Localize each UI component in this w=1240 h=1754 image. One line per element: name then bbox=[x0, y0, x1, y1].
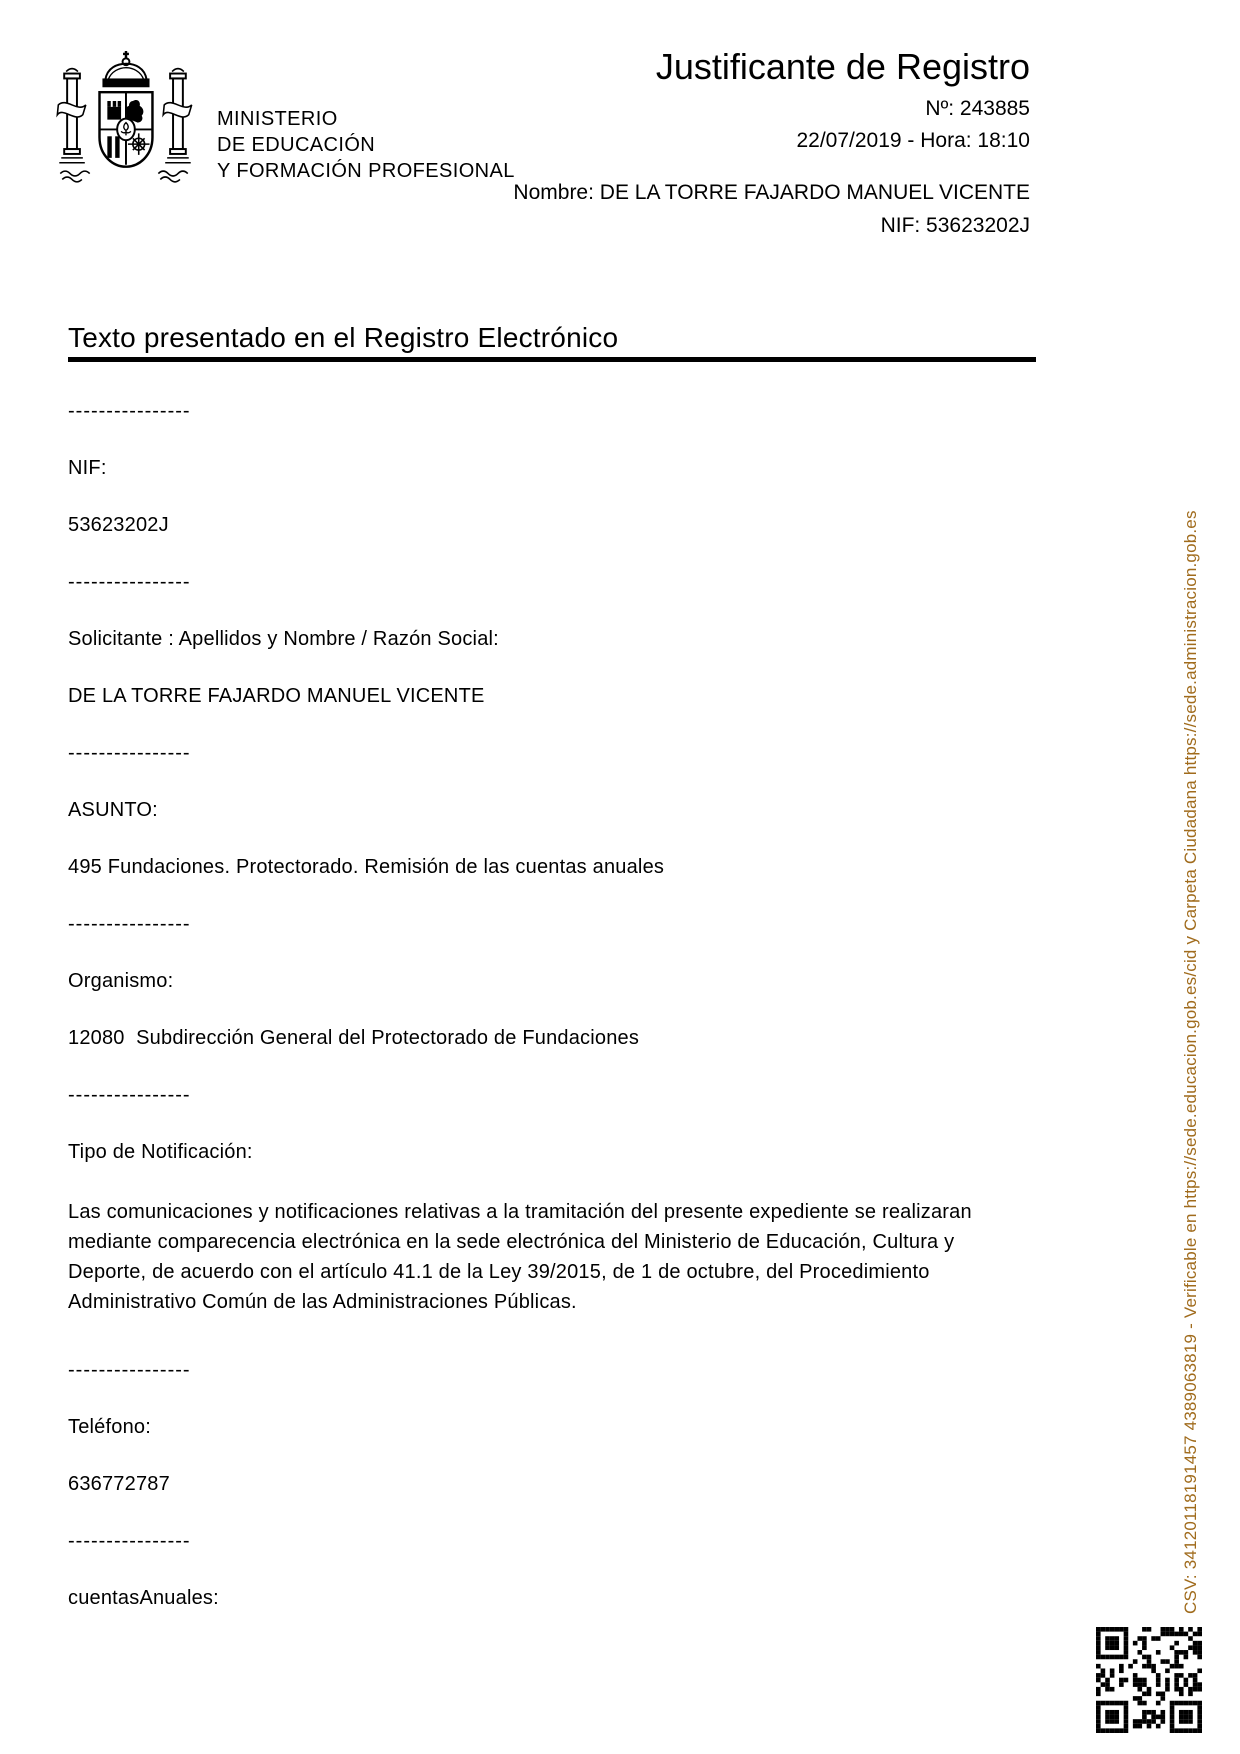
body-line-label: cuentasAnuales: bbox=[68, 1587, 219, 1609]
spain-coat-of-arms-icon bbox=[56, 50, 194, 202]
body-line-separator: ---------------- bbox=[68, 1530, 191, 1552]
registry-number: Nº: 243885 bbox=[925, 97, 1030, 120]
body-line-value: 495 Fundaciones. Protectorado. Remisión de las cuentas anuales bbox=[68, 856, 665, 878]
ministry-line-2: DE EDUCACIÓN bbox=[217, 134, 376, 156]
body-line-paragraph: Las comunicaciones y notificaciones relativas a la tramitación del presente expediente se realizaran mediante comparecencia electrónica en la sede electrónica del Ministerio de Educación, Cultura y Deporte, de acuerdo con el artículo 41.1 de la Ley 39/2015, de 1 de octubre, del Procedimiento Administrativo Común de las Administraciones Públicas. bbox=[68, 1201, 978, 1313]
ministry-line-3: Y FORMACIÓN PROFESIONAL bbox=[217, 160, 515, 182]
body-line-label: Tipo de Notificación: bbox=[68, 1141, 253, 1163]
header-right-block bbox=[513, 46, 1030, 238]
document-title: Justificante de Registro bbox=[655, 46, 1030, 87]
ministry-wordmark bbox=[217, 106, 515, 184]
body-line-separator: ---------------- bbox=[68, 913, 191, 935]
body-line-value: 12080 Subdirección General del Protectorado de Fundaciones bbox=[68, 1027, 640, 1049]
section-title: Texto presentado en el Registro Electrónico bbox=[68, 322, 619, 353]
qr-code bbox=[1096, 1627, 1202, 1733]
body-line-separator: ---------------- bbox=[68, 571, 191, 593]
registry-datetime: 22/07/2019 - Hora: 18:10 bbox=[796, 129, 1030, 152]
body-line-separator: ---------------- bbox=[68, 1084, 191, 1106]
body-line-label: ASUNTO: bbox=[68, 799, 158, 821]
registrant-name: Nombre: DE LA TORRE FAJARDO MANUEL VICENTE bbox=[513, 181, 1030, 204]
body-line-value: 53623202J bbox=[68, 514, 169, 536]
body-line-value: 636772787 bbox=[68, 1473, 170, 1495]
body-line-label: Teléfono: bbox=[68, 1416, 151, 1438]
body-line-separator: ---------------- bbox=[68, 742, 191, 764]
csv-vertical-text: CSV: 34120118191457 4389063819 - Verificable en https://sede.educacion.gob.es/cid y Carpeta Ciudadana https://sede.administracion.gob.es bbox=[1181, 510, 1200, 1614]
ministry-line-1: MINISTERIO bbox=[217, 108, 338, 130]
body-lines bbox=[68, 399, 1038, 1643]
body-line-label: Solicitante : Apellidos y Nombre / Razón Social: bbox=[68, 628, 499, 650]
body-line-label: NIF: bbox=[68, 457, 107, 479]
section-underline bbox=[68, 357, 1036, 362]
body-line-label: Organismo: bbox=[68, 970, 174, 992]
registrant-nif: NIF: 53623202J bbox=[880, 214, 1030, 237]
body-line-separator: ---------------- bbox=[68, 400, 191, 422]
body-line-value: DE LA TORRE FAJARDO MANUEL VICENTE bbox=[68, 685, 485, 707]
body-line-separator: ---------------- bbox=[68, 1359, 191, 1381]
